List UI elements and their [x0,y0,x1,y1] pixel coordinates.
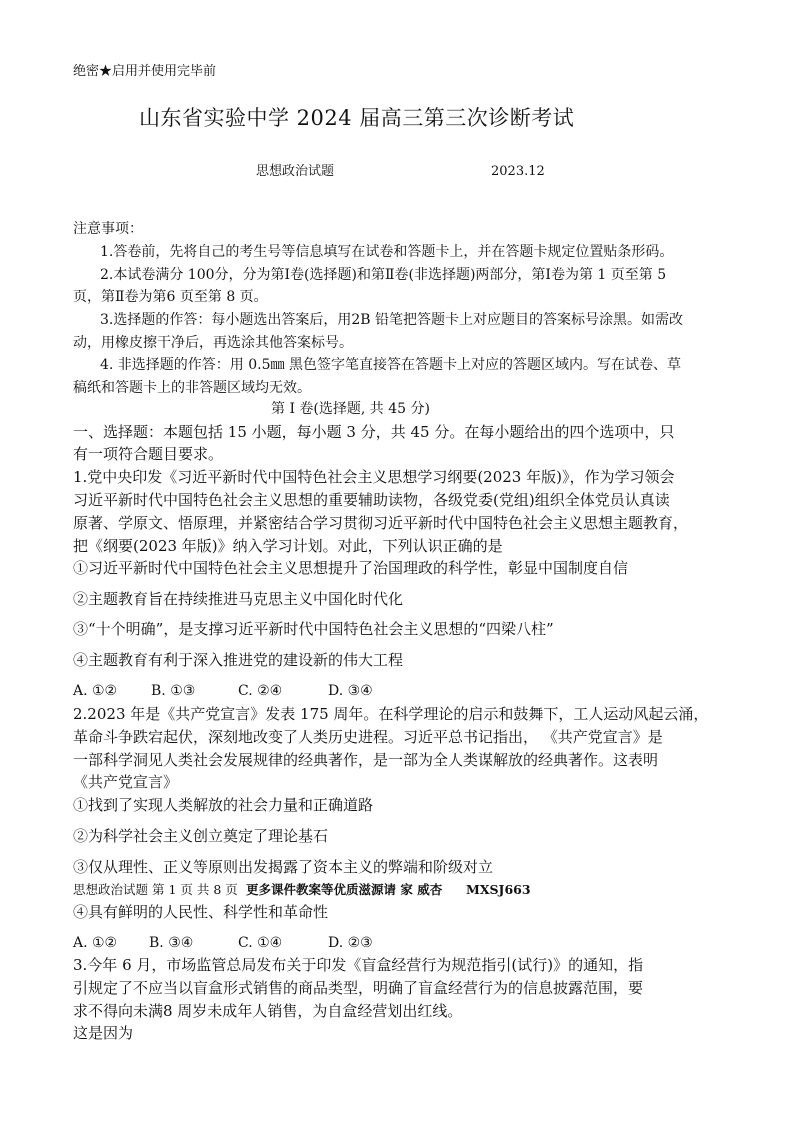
q3-stem-line: 这是因为 [73,1024,134,1042]
note-line: 4. 非选择题的作答：用 0.5㎜ 黑色签字笔直接答在答题卡上对应的答题区域内。写在试卷、草 [100,357,681,373]
note-line: 3.选择题的作答：每小题选出答案后，用2B 铅笔把答题卡上对应题目的答案标号涂黑。如需改 [100,312,684,328]
q1-option-a: A. ①② [73,683,118,699]
note-line: 稿纸和答题卡上的非答题区域均无效。 [73,380,311,396]
q2-item: ③仅从理性、正义等原则出发揭露了资本主义的弊端和阶级对立 [73,858,494,876]
note-line: 页，第Ⅱ卷为第6 页至第 8 页。 [73,289,268,305]
q2-option-b: B. ③④ [149,935,194,951]
q2-option-c: C. ①④ [238,935,283,951]
q1-item: ②主题教育旨在持续推进马克思主义中国化时代化 [73,590,404,608]
q2-stem-line: 《共产党宣言》 [73,773,179,791]
footer-code: MXSJ663 [466,882,531,897]
notes-heading: 注意事项： [73,221,143,237]
q1-option-d: D. ③④ [328,683,373,699]
q1-stem-line: 1.党中央印发《习近平新时代中国特色社会主义思想学习纲要(2023 年版)》，作为学习领会 [73,468,675,486]
q2-stem-line: 2.2023 年是《共产党宣言》发表 175 周年。在科学理论的启示和鼓舞下，工人运动风起云涌， [73,705,709,723]
page-title: 山东省实验中学 2024 届高三第三次诊断考试 [139,106,575,130]
q2-option-d: D. ②③ [328,935,373,951]
q2-item: ①找到了实现人类解放的社会力量和正确道路 [73,796,374,814]
q1-item: ①习近平新时代中国特色社会主义思想提升了治国理政的科学性，彰显中国制度自信 [73,559,629,577]
q1-item: ④主题教育有利于深入推进党的建设新的伟大工程 [73,651,404,669]
note-line: 动，用橡皮擦干净后，再选涂其他答案标号。 [73,335,353,351]
section-title: 第 Ⅰ 卷(选择题, 共 45 分) [271,401,430,417]
q2-stem-line: 一部科学洞见人类社会发展规律的经典著作，是一部为全人类谋解放的经典著作。这表明 [73,751,659,769]
note-line: 2.本试卷满分 100分，分为第Ⅰ卷(选择题)和第Ⅱ卷(非选择题)两部分，第Ⅰ卷为第 1 页至第 5 [100,267,667,283]
q1-item: ③“十个明确”，是支撑习近平新时代中国特色社会主义思想的“四梁八柱” [73,620,554,638]
q1-stem-line: 习近平新时代中国特色社会主义思想的重要辅助读物，各级党委(党组)组织全体党员认真读 [73,491,670,509]
q2-stem-line: 革命斗争跌宕起伏，深刻地改变了人类历史进程。习近平总书记指出， 《共产党宣言》是 [73,728,663,746]
q2-item: ④具有鲜明的人民性、科学性和革命性 [73,903,329,921]
q3-stem-line: 引规定了不应当以盲盒形式销售的商品类型，明确了盲盒经营行为的信息披露范围，要 [73,979,644,997]
subject-label: 思想政治试题 [256,164,335,179]
section-intro-line: 有一项符合题目要求。 [73,445,224,463]
footer-promo: 更多课件教案等优质滋源请 家 威杏 [246,882,443,897]
q1-stem-line: 原著、学原文、悟原理，并紧密结合学习贯彻习近平新时代中国特色社会主义思想主题教育， [73,514,689,532]
q3-stem-line: 3.今年 6 月，市场监管总局发布关于印发《盲盒经营行为规范指引(试行)》的通知，指 [73,956,644,974]
q1-option-b: B. ①③ [151,683,196,699]
q1-option-c: C. ②④ [238,683,283,699]
section-intro-line: 一、选择题：本题包括 15 小题，每小题 3 分，共 45 分。在每小题给出的四个选项中，只 [73,423,675,441]
q3-stem-line: 求不得向未满8 周岁未成年人销售，为自盒经营划出红线。 [73,1002,463,1020]
note-line: 1.答卷前，先将自己的考生号等信息填写在试卷和答题卡上，并在答题卡规定位置贴条形码。 [100,244,674,260]
q2-option-a: A. ①② [73,935,118,951]
exam-date: 2023.12 [491,164,545,179]
secret-label: 绝密★启用并使用完毕前 [73,64,217,79]
q1-stem-line: 把《纲要(2023 年版)》纳入学习计划。对此，下列认识正确的是 [73,537,503,555]
q2-item: ②为科学社会主义创立奠定了理论基石 [73,827,329,845]
footer-page-info: 思想政治试题 第 1 页 共 8 页 [73,882,238,897]
